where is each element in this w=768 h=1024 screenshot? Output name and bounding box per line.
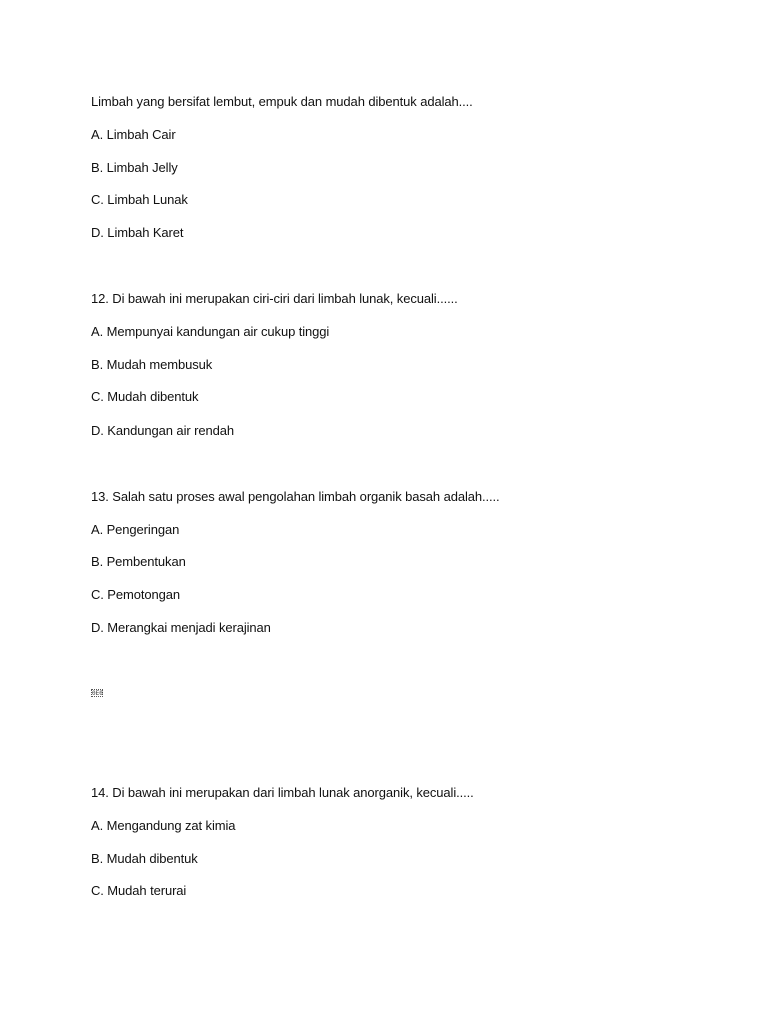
question-1-option-d: D. Limbah Karet [91, 225, 184, 240]
question-13-option-c: C. Pemotongan [91, 587, 181, 602]
question-14-option-c: C. Mudah terurai [91, 883, 187, 898]
question-1-option-a: A. Limbah Cair [91, 127, 176, 142]
question-12-text: 12. Di bawah ini merupakan ciri-ciri dari limbah lunak, kecuali...... [91, 291, 458, 306]
question-13-option-b: B. Pembentukan [91, 554, 186, 569]
question-14-text: 14. Di bawah ini merupakan dari limbah lunak anorganik, kecuali..... [91, 785, 474, 800]
question-1-option-b: B. Limbah Jelly [91, 160, 178, 175]
question-12-option-c: C. Mudah dibentuk [91, 389, 199, 404]
question-1-text: Limbah yang bersifat lembut, empuk dan mudah dibentuk adalah.... [91, 94, 473, 109]
question-13-text: 13. Salah satu proses awal pengolahan limbah organik basah adalah..... [91, 489, 500, 504]
question-14-option-b: B. Mudah dibentuk [91, 851, 198, 866]
missing-glyph-icon: 0E0 [92, 690, 103, 697]
question-12-option-d: D. Kandungan air rendah [91, 423, 234, 438]
question-1-option-c: C. Limbah Lunak [91, 192, 188, 207]
question-12-option-b: B. Mudah membusuk [91, 357, 213, 372]
question-13-option-d: D. Merangkai menjadi kerajinan [91, 620, 271, 635]
question-14-option-a: A. Mengandung zat kimia [91, 818, 236, 833]
question-12-option-a: A. Mempunyai kandungan air cukup tinggi [91, 324, 330, 339]
question-13-option-a: A. Pengeringan [91, 522, 180, 537]
